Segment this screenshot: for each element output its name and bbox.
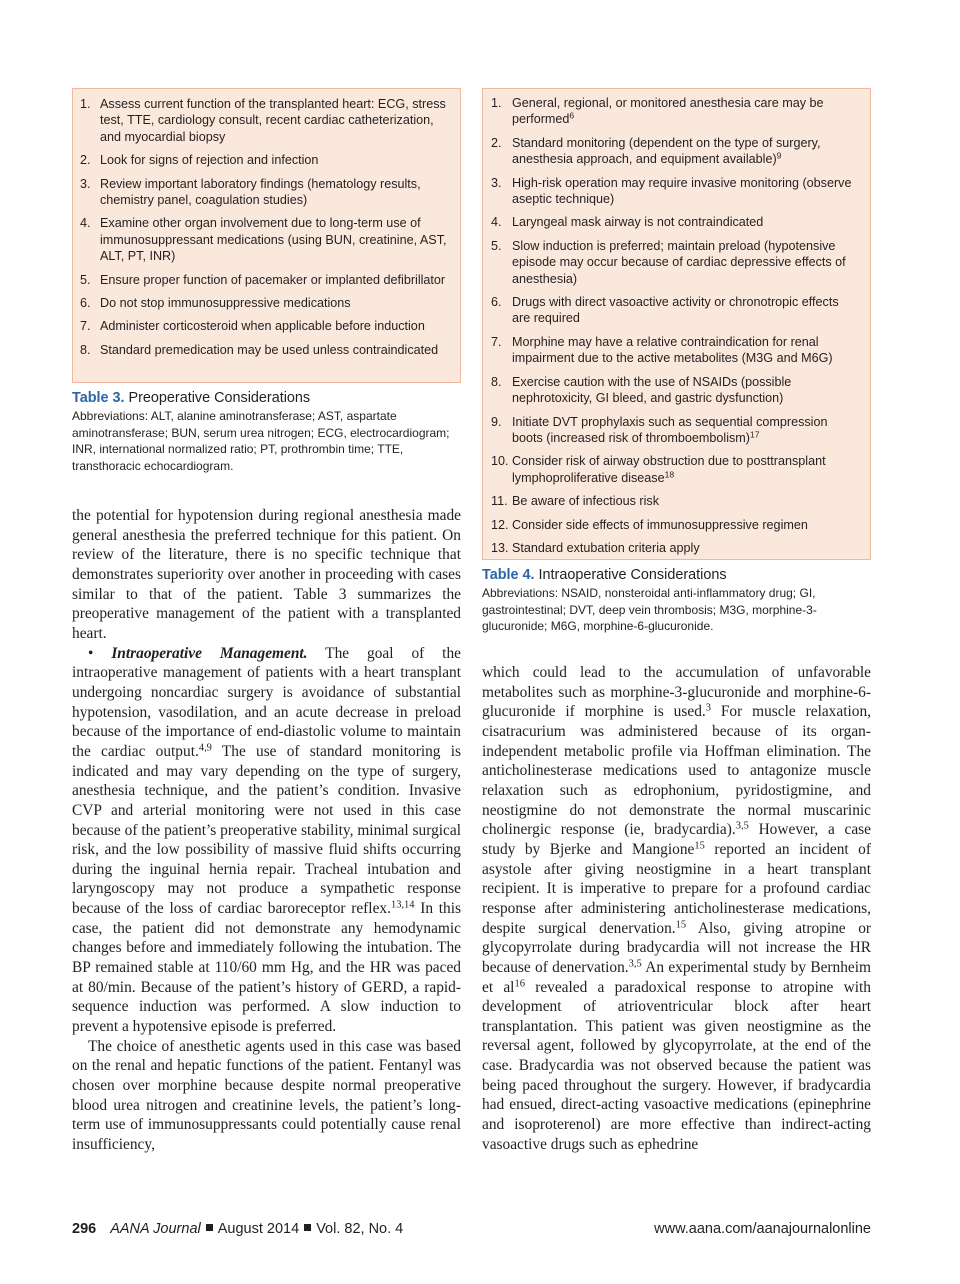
footer-url[interactable]: www.aana.com/aanajournalonline: [654, 1221, 871, 1237]
item-number: 12.: [491, 517, 509, 532]
table-3-title: [72, 389, 461, 407]
item-text: Morphine may have a relative contraindication for renal impairment due to the active metabolites (M3G and M6G): [512, 334, 833, 366]
left-body-column: [72, 506, 461, 1155]
item-number: 4.: [80, 216, 91, 231]
list-item: [80, 215, 450, 264]
table-3-label: Table 3.: [72, 390, 125, 406]
item-text: Standard premedication may be used unless contraindicated: [100, 342, 439, 357]
item-text: Consider side effects of immunosuppressive regimen: [512, 517, 808, 532]
table-4-caption: [482, 566, 871, 635]
item-text: High-risk operation may require invasive monitoring (observe aseptic technique): [512, 175, 852, 207]
item-number: 6.: [80, 296, 91, 311]
list-item: [491, 374, 860, 407]
list-item: [491, 214, 860, 230]
separator-square-icon: [304, 1224, 311, 1231]
text-run: Also, giving atropine or glycopyrrolate during bradycardia will not increase the HR because of denervation.: [482, 919, 872, 976]
item-number: 1.: [80, 97, 91, 111]
list-item: [80, 152, 450, 168]
table-4-abbreviations: Abbreviations: NSAID, nonsteroidal anti-inflammatory drug; GI, gastrointestinal; DVT, deep vein thrombosis; M3G, morphine-3-glucuronide; M6G, morphine-6-glucuronide.: [482, 586, 817, 634]
table-3-list: [80, 96, 450, 358]
paragraph: The choice of anesthetic agents used in this case was based on the renal and hepatic functions of the patient. Fentanyl was chosen over morphine because despite normal preoperative blood urea nitrogen and creatinine levels, the patient’s long-term use of immunosuppressants could potentially cause renal insufficiency,: [72, 1037, 461, 1153]
item-number: 10.: [491, 454, 509, 469]
page-footer: [72, 1221, 403, 1237]
list-item: [491, 453, 860, 486]
text-run: which could lead to the accumulation of unfavorable metabolites such as morphine-3-glucuronide and morphine-6-glucuronide if morphine is used.: [482, 664, 871, 721]
citation: 4,9: [198, 742, 212, 754]
table-3-caption: [72, 389, 461, 474]
item-reference: 9: [776, 150, 782, 161]
list-item: [491, 517, 860, 533]
item-text: Initiate DVT prophylaxis such as sequential compression boots (increased risk of thromboembolism): [512, 414, 828, 445]
citation: 16: [514, 977, 525, 989]
text-run: The use of standard monitoring is indicated and may vary depending on the type of surgery, anesthesia technique, and the patient’s condition. Invasive CVP and arterial monitoring were not used in this case because of the patient’s preoperative stability, minimal surgical risk, and the low possibility of massive fluid shifts occurring during the inguinal hernia repair. Tracheal intubation and laryngoscopy may not produce a sympathetic response because of the loss of cardiac baroreceptor reflex.: [72, 742, 461, 918]
list-item: [491, 95, 860, 128]
page-number: 296: [72, 1221, 97, 1237]
table-4-box: [482, 88, 871, 560]
citation: 3,5: [628, 958, 642, 970]
item-text: Look for signs of rejection and infection: [100, 153, 319, 168]
bullet: •: [88, 644, 94, 662]
item-number: 4.: [491, 215, 502, 230]
text-run: An experimental study by Bernheim et al: [482, 958, 872, 996]
list-item: [491, 135, 860, 168]
item-number: 2.: [491, 135, 502, 150]
item-reference: 17: [749, 429, 760, 440]
text-run: However, a case study by Bjerke and Mangione: [482, 821, 871, 858]
journal-name: AANA Journal: [110, 1221, 201, 1237]
item-number: 11.: [491, 494, 508, 509]
item-number: 5.: [491, 238, 502, 253]
section-heading: Intraoperative Management.: [111, 644, 308, 662]
item-text: Drugs with direct vasoactive activity or chronotropic effects are required: [512, 295, 839, 326]
item-number: 8.: [491, 374, 502, 389]
list-item: [80, 318, 450, 334]
list-item: [491, 175, 860, 208]
list-item: [491, 238, 860, 287]
item-number: 7.: [491, 334, 502, 349]
paragraph: the potential for hypotension during regional anesthesia made general anesthesia the preferred technique for this patient. On review of the literature, there is no specific technique that demonstrates superiority over another in proceeding with cases similar to that of the patient. Table 3 summarizes the preoperative management of the patient with a transplanted heart.: [72, 507, 461, 642]
item-number: 5.: [80, 272, 91, 287]
item-text: Examine other organ involvement due to long-term use of immunosuppressant medications (using BUN, creatinine, AST, ALT, PT, INR): [100, 216, 447, 264]
item-number: 9.: [491, 414, 502, 429]
item-text: Slow induction is preferred; maintain preload (hypotensive episode may occur because of cardiac depressive effects of anesthesia): [512, 238, 846, 286]
list-item: [491, 540, 860, 556]
citation: 3: [705, 702, 711, 714]
citation: 3,5: [735, 820, 749, 832]
item-text: Be aware of infectious risk: [512, 494, 659, 509]
list-item: [491, 493, 860, 509]
citation: 15: [694, 840, 705, 852]
citation: 15: [675, 918, 687, 930]
table-4-label: Table 4.: [482, 567, 535, 583]
volume-issue: Vol. 82, No. 4: [316, 1221, 404, 1237]
text-run: In this case, the patient did not demonstrate any hemodynamic changes before and immediately following the intubation. The BP remained stable at 110/60 mm Hg, and the HR was paced at 80/min. Because of the patient’s history of GERD, a rapid-sequence induction was performed. A slow induction to prevent a hypotensive episode is preferred.: [72, 900, 461, 1036]
item-number: 8.: [80, 342, 91, 357]
table-3-box: [72, 88, 461, 383]
list-item: [80, 295, 450, 311]
item-text: Consider risk of airway obstruction due to posttransplant lymphoproliferative disease: [512, 454, 826, 485]
separator-square-icon: [206, 1224, 213, 1231]
list-item: [491, 334, 860, 367]
text-run: reported an incident of asystole after giving neostigmine in a heart transplant recipient. It is imperative to prepare for a profound cardiac response after administering anticholinesterase medications, despite surgical denervation.: [482, 840, 871, 937]
paragraph: [72, 644, 461, 1037]
item-number: 13.: [491, 540, 509, 555]
list-item: [491, 414, 860, 447]
table-4-title: [482, 566, 871, 584]
table-3-title-text: Preoperative Considerations: [128, 390, 311, 406]
item-text: Standard extubation criteria apply: [512, 540, 700, 555]
paragraph: [482, 663, 871, 1154]
list-item: [80, 272, 450, 288]
item-number: 1.: [491, 96, 502, 110]
text-run: revealed a paradoxical response to atropine with development of atrioventricular block after heart transplantation. This patient was given neostigmine as the reversal agent, followed by glycopyrrolate, at the end of the case. Bradycardia was not observed because the patient was being paced throughout the surgery. However, if bradycardia had ensued, direct-acting vasoactive medications (epinephrine and isoproterenol) are more effective than indirect-acting vasoactive drugs such as ephedrine: [482, 978, 871, 1153]
item-number: 3.: [491, 175, 502, 190]
table-3-abbreviations: Abbreviations: ALT, alanine aminotransferase; AST, aspartate aminotransferase; BUN, serum urea nitrogen; ECG, electrocardiogram; INR, international normalized ratio; PT, prothrombin time; TTE, transthoracic echocardiogram.: [72, 409, 450, 473]
item-text: Standard monitoring (dependent on the type of surgery, anesthesia approach, and equipment available): [512, 135, 821, 167]
item-text: Do not stop immunosuppressive medications: [100, 296, 351, 311]
list-item: [491, 294, 860, 327]
text-run: For muscle relaxation, cisatracurium was administered because of its organ-independent metabolic profile via Hoffman elimination. The anticholinesterase medications used to antagonize muscle relaxation such as edrophonium, pyridostigmine, and neostigmine do not demonstrate the normal muscarinic cholinergic response (ie, bradycardia).: [482, 703, 871, 839]
item-number: 6.: [491, 295, 502, 310]
text-run: The goal of the intraoperative management of patients with a heart transplant undergoing noncardiac surgery is avoidance of substantial hypotension, vasodilation, and an acute decrease in preload because of the importance of end-diastolic volume to maintain the cardiac output.: [72, 644, 461, 760]
item-text: Exercise caution with the use of NSAIDs (possible nephrotoxicity, GI bleed, and gastric dysfunction): [512, 374, 792, 406]
item-text: Laryngeal mask airway is not contraindicated: [512, 215, 764, 230]
citation: 13,14: [390, 899, 415, 911]
item-number: 3.: [80, 176, 91, 191]
item-reference: 18: [664, 469, 675, 480]
item-text: Assess current function of the transplanted heart: ECG, stress test, TTE, cardiology consult, recent cardiac catheterization, and myocardial biopsy: [100, 97, 446, 144]
item-number: 2.: [80, 153, 91, 168]
item-text: Ensure proper function of pacemaker or implanted defibrillator: [100, 272, 446, 287]
table-4-list: [491, 95, 860, 556]
list-item: [80, 96, 450, 145]
item-text: General, regional, or monitored anesthesia care may be performed: [512, 96, 824, 127]
item-text: Administer corticosteroid when applicable before induction: [100, 319, 425, 334]
right-body-column: [482, 663, 871, 1154]
item-text: Review important laboratory findings (hematology results, chemistry panel, coagulation studies): [100, 176, 421, 208]
issue-date: August 2014: [217, 1221, 300, 1237]
list-item: [80, 176, 450, 209]
table-4-title-text: Intraoperative Considerations: [538, 567, 727, 583]
list-item: [80, 342, 450, 358]
item-reference: 6: [569, 110, 575, 121]
item-number: 7.: [80, 319, 91, 334]
